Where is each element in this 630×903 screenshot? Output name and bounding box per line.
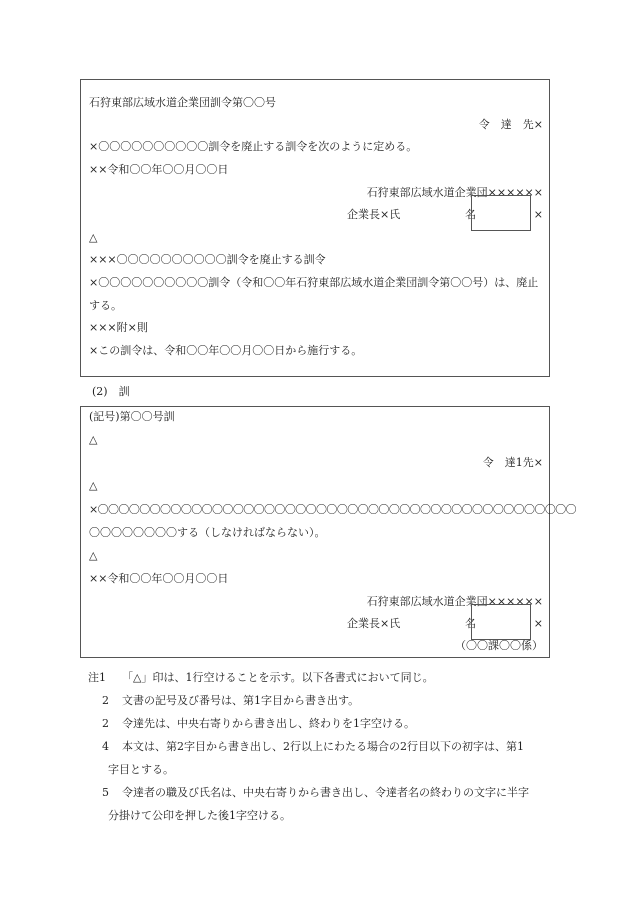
order-number: (記号)第〇〇号訓: [89, 410, 175, 423]
seal-box: [471, 195, 531, 231]
addressee: 令 達1先×: [482, 456, 543, 469]
note-number: 注1: [88, 671, 106, 684]
order-subject: ×××〇〇〇〇〇〇〇〇〇〇訓令を廃止する訓令: [89, 253, 326, 266]
note-text-continuation: 字目とする。: [108, 763, 174, 776]
seal-box: [471, 604, 531, 640]
order-body-line-1: ×〇〇〇〇〇〇〇〇〇〇訓令（令和〇〇年石狩東部広域水道企業団訓令第〇〇号）は、廃止: [89, 276, 539, 289]
organization-name: 石狩東部広域水道企業団××××××: [366, 595, 543, 608]
note-number: 4: [102, 740, 109, 753]
order-body-line-1: ×〇〇〇〇〇〇〇〇〇〇〇〇〇〇〇〇〇〇〇〇〇〇〇〇〇〇〇〇〇〇〇〇〇〇〇〇〇〇〇〇〇〇〇〇〇〇: [89, 503, 577, 516]
blank-line-mark: △: [89, 549, 98, 562]
signer-title-name: 企業長×氏: [347, 208, 401, 221]
note-text: 本文は、第2字目から書き出し、2行以上にわたる場合の2行目以下の初字は、第1: [122, 740, 524, 753]
order-form-box-1: [80, 79, 550, 377]
trailing-space-mark: ×: [533, 617, 543, 630]
note-number: 2: [102, 717, 109, 730]
blank-line-mark: △: [89, 231, 98, 244]
note-number: 2: [102, 694, 109, 707]
order-form-box-2: [80, 406, 577, 658]
signer-name-char: 名: [465, 208, 476, 221]
note-text-continuation: 分掛けて公印を押した後1字空ける。: [108, 809, 291, 822]
order-body-line-2: する。: [89, 299, 122, 312]
organization-name: 石狩東部広域水道企業団××××××: [366, 186, 543, 199]
supplementary-text: ×この訓令は、令和〇〇年〇〇月〇〇日から施行する。: [89, 344, 363, 357]
signer-title-name: 企業長×氏: [347, 617, 401, 630]
note-number: 5: [102, 786, 109, 799]
signer-name-char: 名: [465, 617, 476, 630]
note-text: 文書の記号及び番号は、第1字目から書き出す。: [122, 694, 360, 707]
note-text: 令達者の職及び氏名は、中央右寄りから書き出し、令達者名の終わりの文字に半字: [122, 786, 529, 799]
addressee: 令 達 先×: [478, 118, 543, 131]
preamble: ×〇〇〇〇〇〇〇〇〇〇訓令を廃止する訓令を次のように定める。: [89, 140, 418, 153]
note-text: 令達先は、中央右寄りから書き出し、終わりを1字空ける。: [122, 717, 415, 730]
blank-line-mark: △: [89, 479, 98, 492]
department-label: （〇〇課〇〇係）: [455, 639, 543, 652]
issue-date: ××令和〇〇年〇〇月〇〇日: [89, 572, 229, 585]
issue-date: ××令和〇〇年〇〇月〇〇日: [89, 163, 229, 176]
supplementary-heading: ×××附×則: [89, 321, 148, 334]
order-number: 石狩東部広域水道企業団訓令第〇〇号: [89, 96, 276, 109]
trailing-space-mark: ×: [533, 208, 543, 221]
note-text: 「△」印は、1行空けることを示す。以下各書式において同じ。: [122, 671, 434, 684]
blank-line-mark: △: [89, 433, 98, 446]
section-heading: (2) 訓: [92, 385, 130, 398]
order-body-line-2: 〇〇〇〇〇〇〇〇する（しなければならない）。: [89, 526, 326, 539]
